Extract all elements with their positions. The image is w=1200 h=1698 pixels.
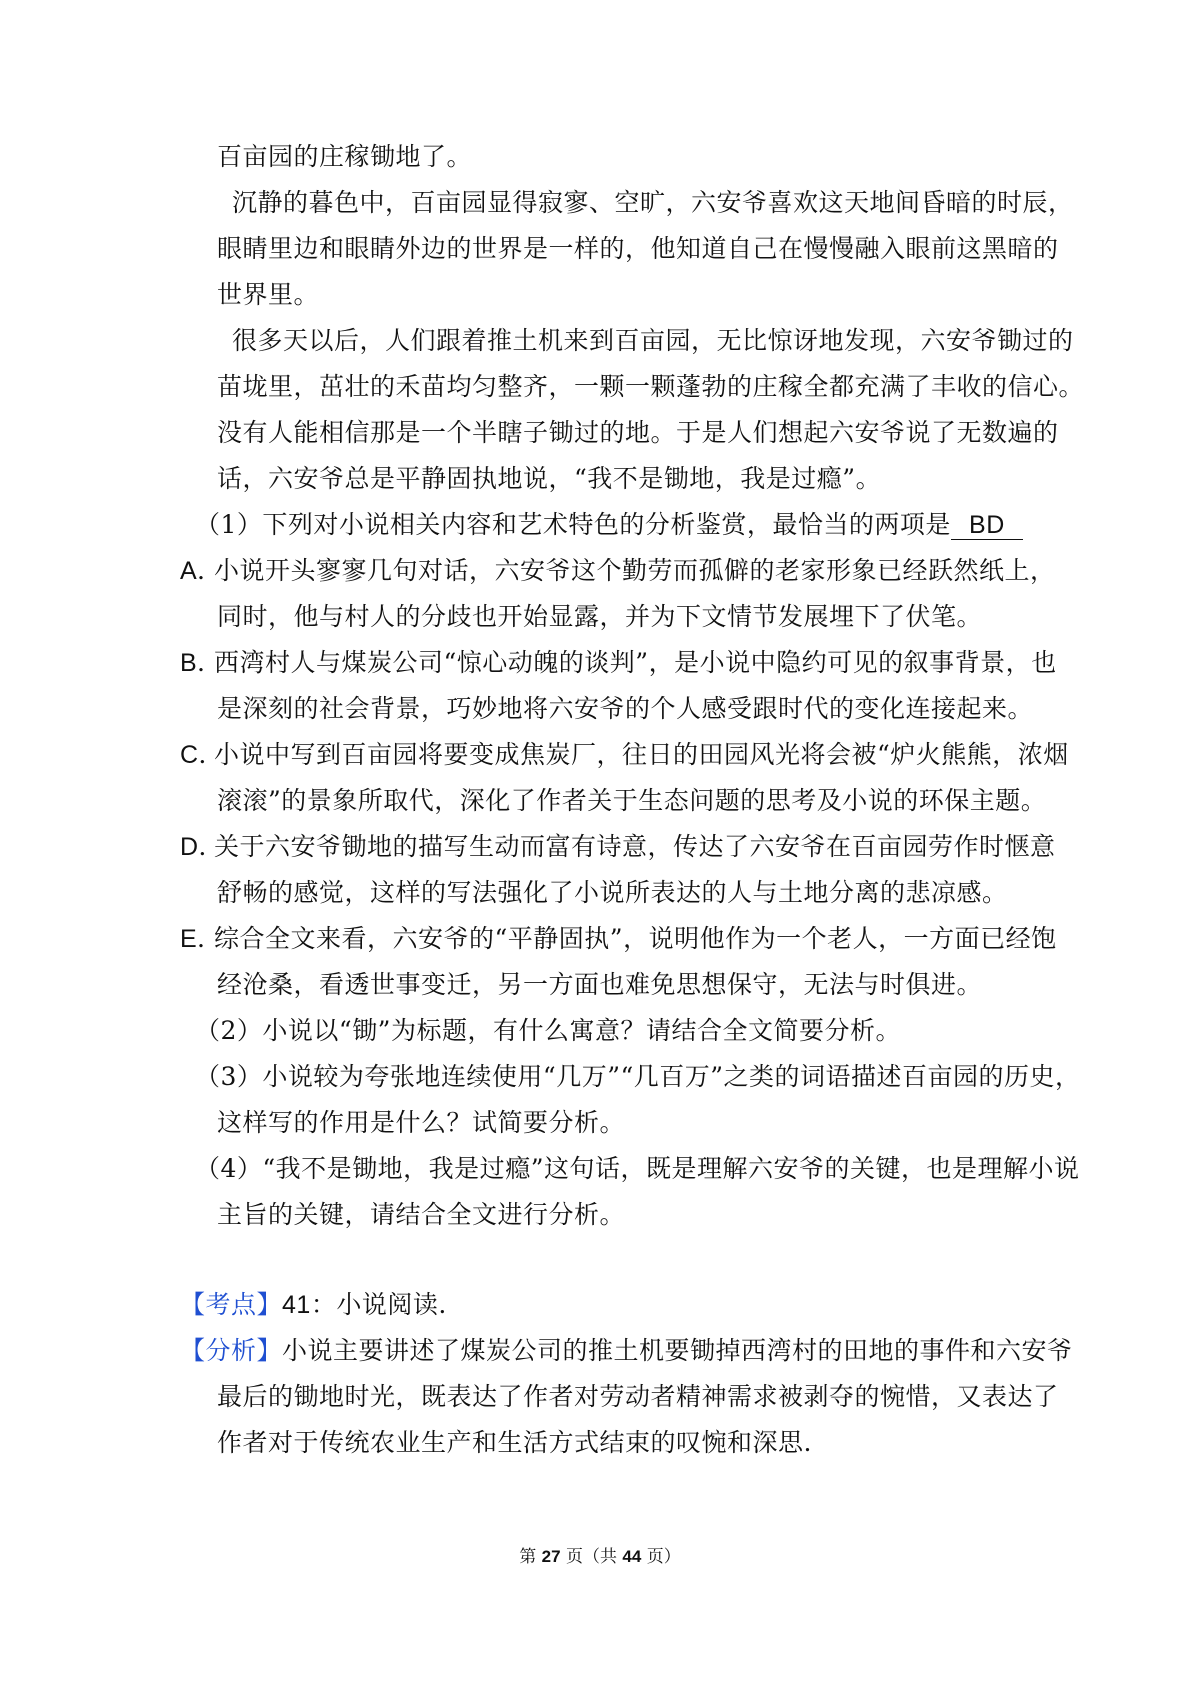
page-footer <box>0 1545 1200 1569</box>
question-1-text: （1）下列对小说相关内容和艺术特色的分析鉴赏，最恰当的两项是 <box>195 510 951 539</box>
fenxi-tag: 【分析】 <box>180 1336 283 1365</box>
option-letter: B． <box>180 649 223 677</box>
passage-line: 很多天以后，人们跟着推土机来到百亩园，无比惊讶地发现，六安爷锄过的 <box>232 326 1074 355</box>
passage-line: 苗垅里，茁壮的禾苗均匀整齐，一颗一颗蓬勃的庄稼全都充满了丰收的信心。 <box>217 372 1085 401</box>
option-e <box>180 922 1057 956</box>
passage-line: 沉静的暮色中，百亩园显得寂寥、空旷，六安爷喜欢这天地间昏暗的时辰， <box>232 188 1074 217</box>
fenxi-cont: 最后的锄地时光，既表达了作者对劳动者精神需求被剥夺的惋惜，又表达了 <box>217 1382 1059 1411</box>
option-a-cont: 同时，他与村人的分歧也开始显露，并为下文情节发展埋下了伏笔。 <box>217 602 983 631</box>
kaodian-text: 小说阅读. <box>336 1290 447 1319</box>
option-d-cont: 舒畅的感觉，这样的写法强化了小说所表达的人与土地分离的悲凉感。 <box>217 878 1008 907</box>
option-a <box>180 554 1056 588</box>
option-b-cont: 是深刻的社会背景，巧妙地将六安爷的个人感受跟时代的变化连接起来。 <box>217 694 1034 723</box>
option-c <box>180 738 1069 772</box>
kaodian-line <box>180 1288 447 1322</box>
question-2: （2）小说以“锄”为标题，有什么寓意？请结合全文简要分析。 <box>195 1016 901 1045</box>
option-text: 关于六安爷锄地的描写生动而富有诗意，传达了六安爷在百亩园劳作时惬意 <box>214 832 1056 861</box>
option-text: 西湾村人与煤炭公司“惊心动魄的谈判”，是小说中隐约可见的叙事背景，也 <box>214 648 1057 677</box>
question-4-cont: 主旨的关键，请结合全文进行分析。 <box>217 1200 626 1229</box>
fenxi-line <box>180 1334 1073 1368</box>
footer-pre: 第 <box>519 1547 537 1567</box>
option-c-cont: 滚滚”的景象所取代，深化了作者关于生态问题的思考及小说的环保主题。 <box>217 786 1047 815</box>
footer-mid: 页（共 <box>566 1547 617 1567</box>
option-letter: D． <box>180 833 225 861</box>
question-1 <box>195 508 1023 542</box>
passage-line: 世界里。 <box>217 280 320 309</box>
question-4: （4）“我不是锄地，我是过瘾”这句话，既是理解六安爷的关键，也是理解小说 <box>195 1154 1080 1183</box>
kaodian-tag: 【考点】 <box>180 1290 283 1319</box>
option-text: 小说开头寥寥几句对话，六安爷这个勤劳而孤僻的老家形象已经跃然纸上， <box>214 556 1056 585</box>
page-total: 44 <box>622 1547 642 1566</box>
fenxi-text: 小说主要讲述了煤炭公司的推土机要锄掉西湾村的田地的事件和六安爷 <box>282 1336 1073 1365</box>
question-1-answer: BD <box>951 511 1023 540</box>
option-d <box>180 830 1056 864</box>
fenxi-cont: 作者对于传统农业生产和生活方式结束的叹惋和深思. <box>217 1428 812 1457</box>
passage-line: 话，六安爷总是平静固执地说，“我不是锄地，我是过瘾”。 <box>217 464 882 493</box>
option-letter: C． <box>180 741 225 769</box>
option-e-cont: 经沧桑，看透世事变迁，另一方面也难免思想保守，无法与时俱进。 <box>217 970 983 999</box>
option-letter: E． <box>180 925 223 953</box>
passage-line: 百亩园的庄稼锄地了。 <box>217 142 473 171</box>
footer-post: 页） <box>646 1547 681 1567</box>
passage-line: 眼睛里边和眼睛外边的世界是一样的，他知道自己在慢慢融入眼前这黑暗的 <box>217 234 1059 263</box>
page-number: 27 <box>541 1547 561 1566</box>
question-3-cont: 这样写的作用是什么？试简要分析。 <box>217 1108 626 1137</box>
passage-line: 没有人能相信那是一个半瞎子锄过的地。于是人们想起六安爷说了无数遍的 <box>217 418 1059 447</box>
option-text: 小说中写到百亩园将要变成焦炭厂，往日的田园风光将会被“炉火熊熊，浓烟 <box>214 740 1069 769</box>
option-b <box>180 646 1057 680</box>
question-3: （3）小说较为夸张地连续使用“几万”“几百万”之类的词语描述百亩园的历史， <box>195 1062 1081 1091</box>
option-text: 综合全文来看，六安爷的“平静固执”，说明他作为一个老人，一方面已经饱 <box>214 924 1057 953</box>
kaodian-number: 41： <box>282 1291 337 1319</box>
option-letter: A． <box>180 557 223 585</box>
